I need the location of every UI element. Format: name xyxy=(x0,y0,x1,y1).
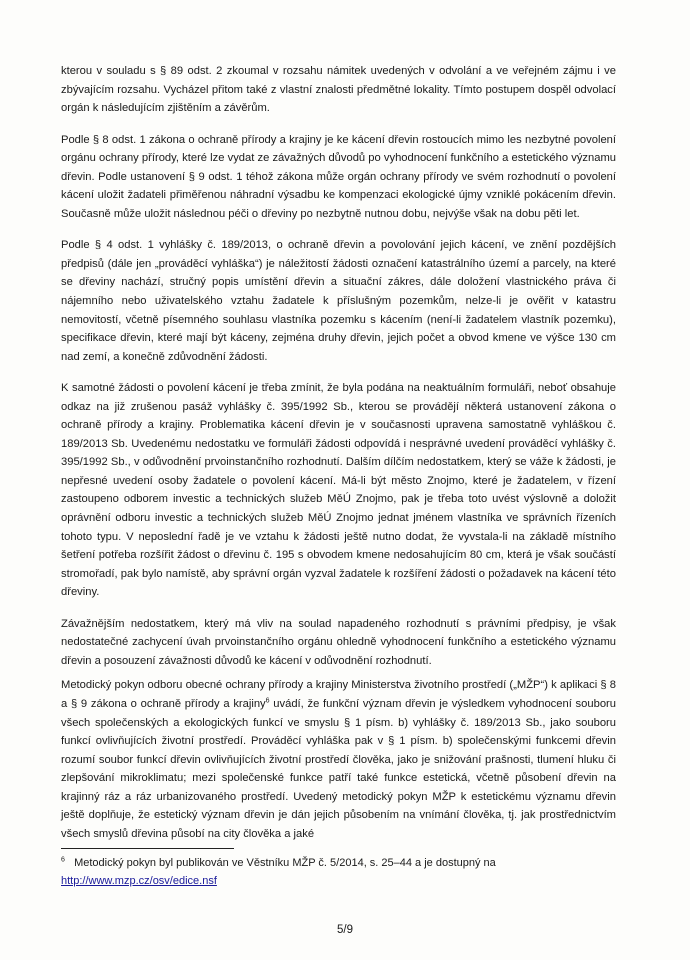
footnote-text: Metodický pokyn byl publikován ve Věstníku MŽP č. 5/2014, s. 25–44 a je dostupný na xyxy=(74,857,496,869)
paragraph-6-text-b: uvádí, že funkční význam dřevin je výsledkem vyhodnocení souboru všech společenských a ekologických funkcí ve smyslu § 1 písm. b) vyhlášky č. 189/2013 Sb., jako souboru funkcí ovlivňujících životní prostředí. Prováděcí vyhláška pak v § 1 písm. b) společenskými funkcemi dřevin rozumí soubor funkcí dřevin ovlivňujících životní prostředí člověka, jako je snižování prašnosti, tlumení hluku či zlepšování mikroklimatu; mezi společenské funkce patří také funkce estetická, včetně působení dřevin na krajinný ráz a ráz urbanizovaného prostředí. Uvedený metodický pokyn MŽP k estetickému významu dřevin ještě doplňuje, že estetický význam dřevin je dán jejich působením na vnímání člověka, tj. jak prostřednictvím všech smyslů dřevina působí na city člověka a jaké xyxy=(61,697,616,840)
paragraph-6 xyxy=(61,676,616,843)
footnote-number: 6 xyxy=(61,856,65,864)
paragraph-5: Závažnějším nedostatkem, který má vliv na soulad napadeného rozhodnutí s právními předpisy, je však nedostatečné zachycení úvah prvoinstančního orgánu ohledně vyhodnocení funkčního a estetického významu dřevin a posouzení závažnosti důvodů ke kácení v odůvodnění rozhodnutí. xyxy=(61,617,616,667)
footnote-separator xyxy=(61,848,234,849)
footnote-reference: 6 xyxy=(265,697,270,705)
paragraph-3: Podle § 4 odst. 1 vyhlášky č. 189/2013, o ochraně dřevin a povolování jejich kácení, ve znění pozdějších předpisů (dále jen „prováděcí vyhláška“) je náležitostí žádosti označení katastrálního území a parcely, na které se dřeviny nachází, stručný popis umístění dřevin a situační zákres, dále doložení vlastnického práva či nájemního nebo uživatelského vztahu žadatele k příslušným pozemkům, nelze-li je ověřit v katastru nemovitostí, včetně písemného souhlasu vlastníka pozemku s kácením (není-li žadatelem vlastník pozemku), specifikace dřevin, které mají být káceny, zejména druhy dřevin, jejich počet a obvod kmene ve výšce 130 cm nad zemí, a konečně zdůvodnění žádosti. xyxy=(61,239,616,363)
footnote-link[interactable]: http://www.mzp.cz/osv/edice.nsf xyxy=(61,875,217,887)
page-number: 5/9 xyxy=(337,924,353,936)
body-text xyxy=(61,62,616,856)
footnote xyxy=(61,854,616,890)
paragraph-6-text-a: Metodický pokyn odboru obecné ochrany přírody a krajiny Ministerstva životního prostředí („MŽP“) k aplikaci § 8 a § 9 zákona o ochraně přírody a krajiny xyxy=(61,679,616,710)
paragraph-1: kterou v souladu s § 89 odst. 2 zkoumal v rozsahu námitek uvedených v odvolání a ve veřejném zájmu i ve zbývajícím rozsahu. Vycházel přitom také z vlastní znalosti předmětné lokality. Tímto postupem dospěl odvolací orgán k následujícím zjištěním a závěrům. xyxy=(61,65,616,115)
paragraph-4: K samotné žádosti o povolení kácení je třeba zmínit, že byla podána na neaktuálním formuláři, neboť obsahuje odkaz na již zrušenou pasáž vyhlášky č. 395/1992 Sb., kterou se provádějí některá ustanovení zákona o ochraně přírody a krajiny. Problematika kácení dřevin je v současnosti upravena samostatně vyhláškou č. 189/2013 Sb. Uvedenému nedostatku ve formuláři žádosti odpovídá i nesprávné uvedení prováděcí vyhlášky č. 395/1992 Sb., v odůvodnění prvoinstančního rozhodnutí. Dalším dílčím nedostatkem, který se váže k žádosti, je nepřesné uvedení osoby žadatele o povolení kácení. Má-li být město Znojmo, které je žadatelem, v řízení zastoupeno odborem investic a technických služeb MěÚ Znojmo, pak je třeba toto uvést výslovně a doložit oprávnění odboru investic a technických služeb MěÚ Znojmo jednat jménem vlastníka ve správních řízeních tohoto typu. V neposlední řadě je ve vztahu k žádosti ještě nutno dodat, že vyvstala-li na základě místního šetření potřeba rozšířit žádost o dřevinu č. 195 s obvodem kmene nedosahujícím 80 cm, která je však součástí stromořadí, pak bylo namístě, aby správní orgán vyzval žadatele k rozšíření žádosti o požadavek na kácení této dřeviny. xyxy=(61,382,616,599)
paragraph-2: Podle § 8 odst. 1 zákona o ochraně přírody a krajiny je ke kácení dřevin rostoucích mimo les nezbytné povolení orgánu ochrany přírody, které lze vydat ze závažných důvodů po vyhodnocení funkčního a estetického významu dřevin. Podle ustanovení § 9 odst. 1 téhož zákona může orgán ochrany přírody ve svém rozhodnutí o povolení kácení uložit žadateli přiměřenou náhradní výsadbu ke kompenzaci ekologické újmy vzniklé pokácením dřevin. Současně může uložit následnou péči o dřeviny po nezbytně nutnou dobu, nejvýše však na dobu pěti let. xyxy=(61,133,616,220)
